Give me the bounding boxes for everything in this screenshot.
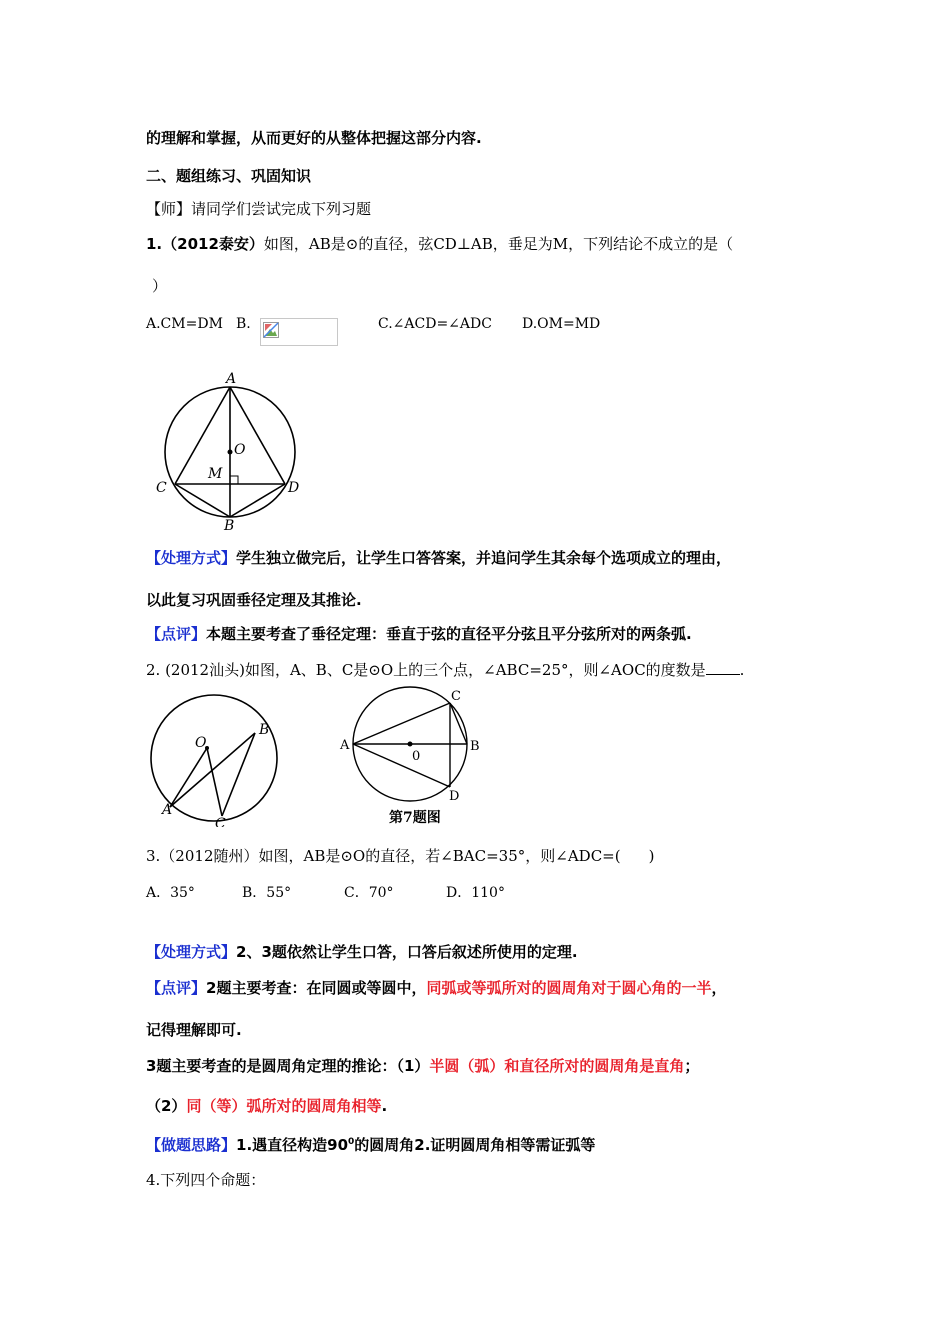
q3-note-highlight-2: 同（等）弧所对的圆周角相等 bbox=[186, 1097, 382, 1115]
question-3 bbox=[146, 846, 654, 866]
strategy-text: 1.遇直径构造90 bbox=[236, 1136, 349, 1154]
q1-option-c: C.∠ACD=∠ADC bbox=[378, 316, 492, 332]
strategy bbox=[146, 1132, 595, 1155]
q1-label-d: D bbox=[288, 480, 300, 496]
handling-1-text: 学生独立做完后，让学生口答答案，并追问学生其余每个选项成立的理由， bbox=[236, 549, 732, 567]
intro-line: 的理解和掌握，从而更好的从整体把握这部分内容. bbox=[146, 129, 482, 147]
q2-right-label-b: B bbox=[470, 739, 480, 754]
question-4: 4.下列四个命题： bbox=[146, 1171, 266, 1189]
q2-right-label-o: 0 bbox=[412, 749, 421, 764]
q1-label-c: C bbox=[156, 480, 167, 496]
handling-1-text-2: 以此复习巩固垂径定理及其推论. bbox=[146, 591, 362, 609]
q3-note-text: 3题主要考查的是圆周角定理的推论：（1） bbox=[146, 1057, 430, 1075]
q3-option-a: A．35° bbox=[146, 885, 195, 901]
q1-number: 1. bbox=[146, 235, 163, 253]
q2-right-label-c: C bbox=[451, 689, 461, 704]
strategy-text-b: 的圆周角2.证明圆周角相等需证弧等 bbox=[354, 1136, 596, 1154]
q3-note-highlight-1: 半圆（弧）和直径所对的圆周角是直角 bbox=[429, 1057, 685, 1075]
q2-left-label-a: A bbox=[162, 802, 173, 818]
q1-figure bbox=[150, 368, 320, 533]
q1-option-a: A.CM=DM bbox=[146, 316, 223, 332]
q3-option-c: C．70° bbox=[344, 885, 394, 901]
q1-label-o: O bbox=[234, 442, 246, 458]
broken-image-icon bbox=[263, 322, 279, 338]
handling-2-text: 2、3题依然让学生口答，口答后叙述所使用的定理. bbox=[236, 943, 578, 961]
comment-2-end: ， bbox=[711, 979, 727, 997]
answer-blank bbox=[706, 660, 740, 675]
comment-1-tag: 【点评】 bbox=[146, 625, 207, 643]
handling-2 bbox=[146, 942, 578, 962]
comment-2-highlight: 同弧或等弧所对的圆周角对于圆心角的一半 bbox=[426, 979, 712, 997]
q1-label-b: B bbox=[224, 518, 235, 533]
q2-figure-caption: 第7题图 bbox=[389, 810, 441, 826]
question-2 bbox=[146, 660, 744, 680]
q2-figure-right bbox=[334, 686, 494, 826]
q1-label-a: A bbox=[226, 371, 237, 387]
q2-left-label-c: C bbox=[215, 816, 226, 827]
comment-2 bbox=[146, 978, 727, 998]
q1-option-d: D.OM=MD bbox=[522, 316, 601, 332]
strategy-tag: 【做题思路】 bbox=[146, 1136, 237, 1154]
comment-1-text: 本题主要考查了垂径定理：垂直于弦的直径平分弦且平分弦所对的两条弧. bbox=[206, 625, 692, 643]
q3-option-b: B．55° bbox=[242, 885, 292, 901]
q1-option-b: B. bbox=[236, 316, 251, 332]
q3-note bbox=[146, 1056, 699, 1076]
q2-text: 2. (2012汕头)如图，A、B、C是⊙O上的三个点，∠ABC=25°，则∠AOC的度数是 bbox=[146, 661, 706, 679]
broken-image bbox=[260, 318, 338, 346]
q2-figure-left bbox=[140, 692, 290, 827]
q3-note-semicolon: ； bbox=[684, 1057, 700, 1075]
q2-left-label-b: B bbox=[259, 722, 270, 738]
comment-2-tag: 【点评】 bbox=[146, 979, 207, 997]
q2-end: . bbox=[739, 661, 745, 679]
q2-right-label-a: A bbox=[340, 738, 350, 753]
comment-2-text-2: 记得理解即可. bbox=[146, 1021, 242, 1039]
q3-close: ) bbox=[648, 847, 655, 865]
question-1 bbox=[146, 234, 733, 254]
q3-note-2 bbox=[146, 1096, 387, 1116]
q1-source: （2012泰安） bbox=[162, 235, 264, 253]
q1-text: 如图，AB是⊙的直径，弦CD⊥AB，垂足为M，下列结论不成立的是（ bbox=[263, 235, 734, 253]
comment-1 bbox=[146, 624, 692, 644]
comment-2-text: 2题主要考查：在同圆或等圆中， bbox=[206, 979, 427, 997]
q3-note-end: . bbox=[381, 1097, 388, 1115]
q3-text: 3.（2012随州）如图，AB是⊙O的直径，若∠BAC=35°，则∠ADC=( bbox=[146, 847, 621, 865]
teacher-prompt: 【师】请同学们尝试完成下列习题 bbox=[146, 200, 372, 218]
strategy-degree-sup: 0 bbox=[348, 1137, 355, 1147]
handling-2-tag: 【处理方式】 bbox=[146, 943, 237, 961]
q2-right-label-d: D bbox=[449, 789, 460, 804]
q2-left-label-o: O bbox=[195, 735, 207, 751]
q3-option-d: D．110° bbox=[446, 885, 505, 901]
q1-close-paren: ） bbox=[152, 277, 168, 295]
q3-note-text-2: （2） bbox=[146, 1097, 187, 1115]
q1-label-m: M bbox=[208, 466, 223, 482]
handling-1 bbox=[146, 548, 731, 568]
handling-1-tag: 【处理方式】 bbox=[146, 549, 237, 567]
section-heading: 二、题组练习、巩固知识 bbox=[146, 167, 312, 185]
